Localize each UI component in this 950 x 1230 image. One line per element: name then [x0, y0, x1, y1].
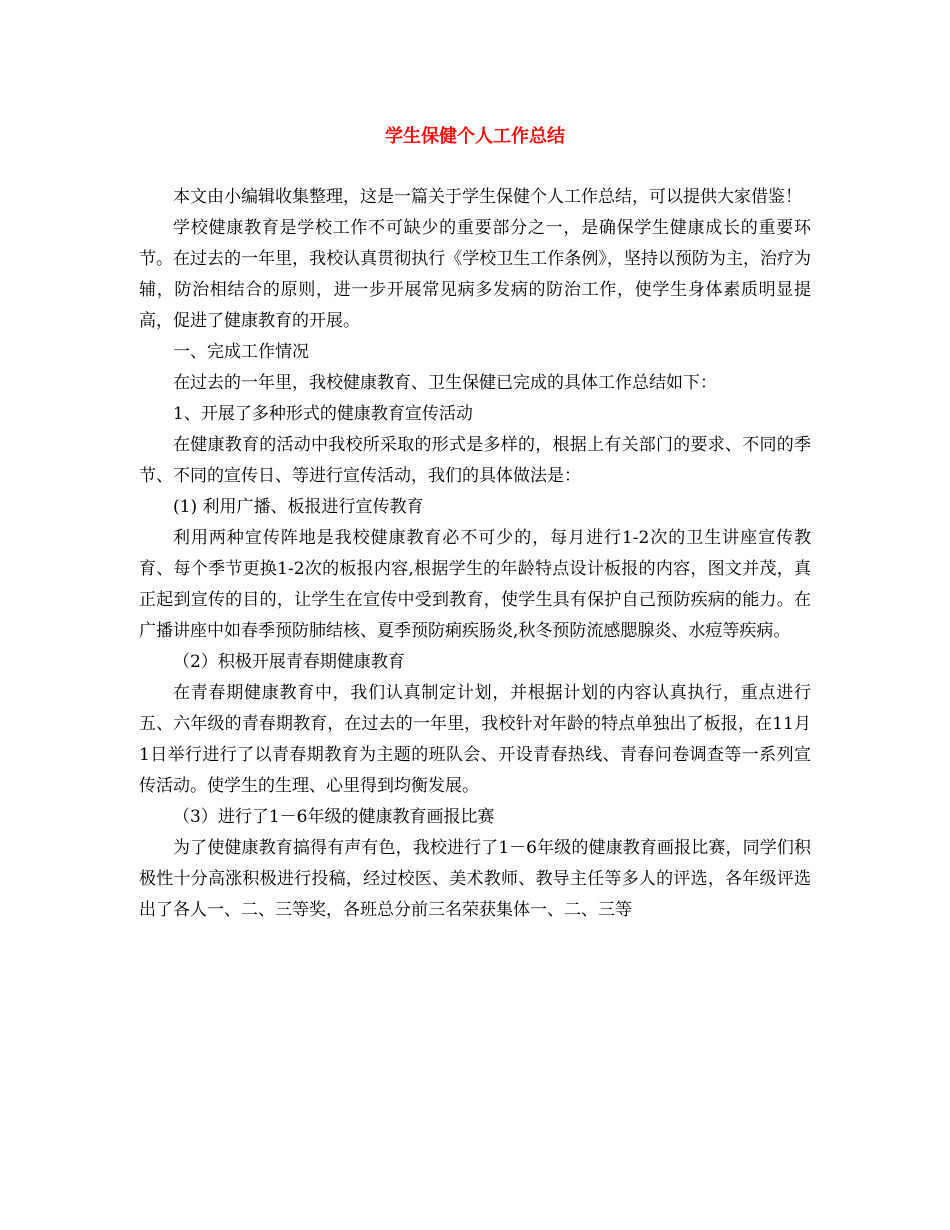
document-title: 学生保健个人工作总结 [385, 126, 565, 147]
paragraph: 利用两种宣传阵地是我校健康教育必不可少的，每月进行1-2次的卫生讲座宣传教育、每个季节更换1-2次的板报内容,根据学生的年龄特点设计板报的内容，图文并茂，真正起到宣传的目的，让学生在宣传中受到教育，使学生具有保护自己预防疾病的能力。在广播讲座中如春季预防肺结核、夏季预防痢疾肠炎,秋冬预防流感腮腺炎、水痘等疾病。 [139, 528, 811, 641]
item-heading: (1) 利用广播、板报进行宣传教育 [173, 497, 424, 517]
paragraph: 在健康教育的活动中我校所采取的形式是多样的，根据上有关部门的要求、不同的季节、不同的宣传日、等进行宣传活动，我们的具体做法是： [139, 435, 811, 486]
paragraph: 为了使健康教育搞得有声有色，我校进行了1－6年级的健康教育画报比赛，同学们积极性十分高涨积极进行投稿，经过校医、美术教师、教导主任等多人的评选，各年级评选出了各人一、二、三等奖，各班总分前三名荣获集体一、二、三等 [139, 838, 811, 920]
document-body [139, 182, 811, 926]
paragraph: 学校健康教育是学校工作不可缺少的重要部分之一，是确保学生健康成长的重要环节。在过去的一年里，我校认真贯彻执行《学校卫生工作条例》，坚持以预防为主，治疗为辅，防治相结合的原则，进一步开展常见病多发病的防治工作，使学生身体素质明显提高，促进了健康教育的开展。 [139, 218, 811, 331]
paragraph: 在过去的一年里，我校健康教育、卫生保健已完成的具体工作总结如下： [173, 373, 717, 393]
section-heading: 一、完成工作情况 [173, 342, 309, 362]
subsection-heading: 1、开展了多种形式的健康教育宣传活动 [173, 404, 473, 424]
item-heading: （3）进行了1－6年级的健康教育画报比赛 [173, 807, 495, 827]
item-heading: （2）积极开展青春期健康教育 [173, 652, 405, 672]
paragraph-intro: 本文由小编辑收集整理，这是一篇关于学生保健个人工作总结，可以提供大家借鉴！ [173, 187, 802, 207]
paragraph: 在青春期健康教育中，我们认真制定计划，并根据计划的内容认真执行，重点进行五、六年级的青春期教育，在过去的一年里，我校针对年龄的特点单独出了板报，在11月1日举行进行了以青春期教育为主题的班队会、开设青春热线、青春问卷调查等一系列宣传活动。使学生的生理、心里得到均衡发展。 [139, 683, 811, 796]
